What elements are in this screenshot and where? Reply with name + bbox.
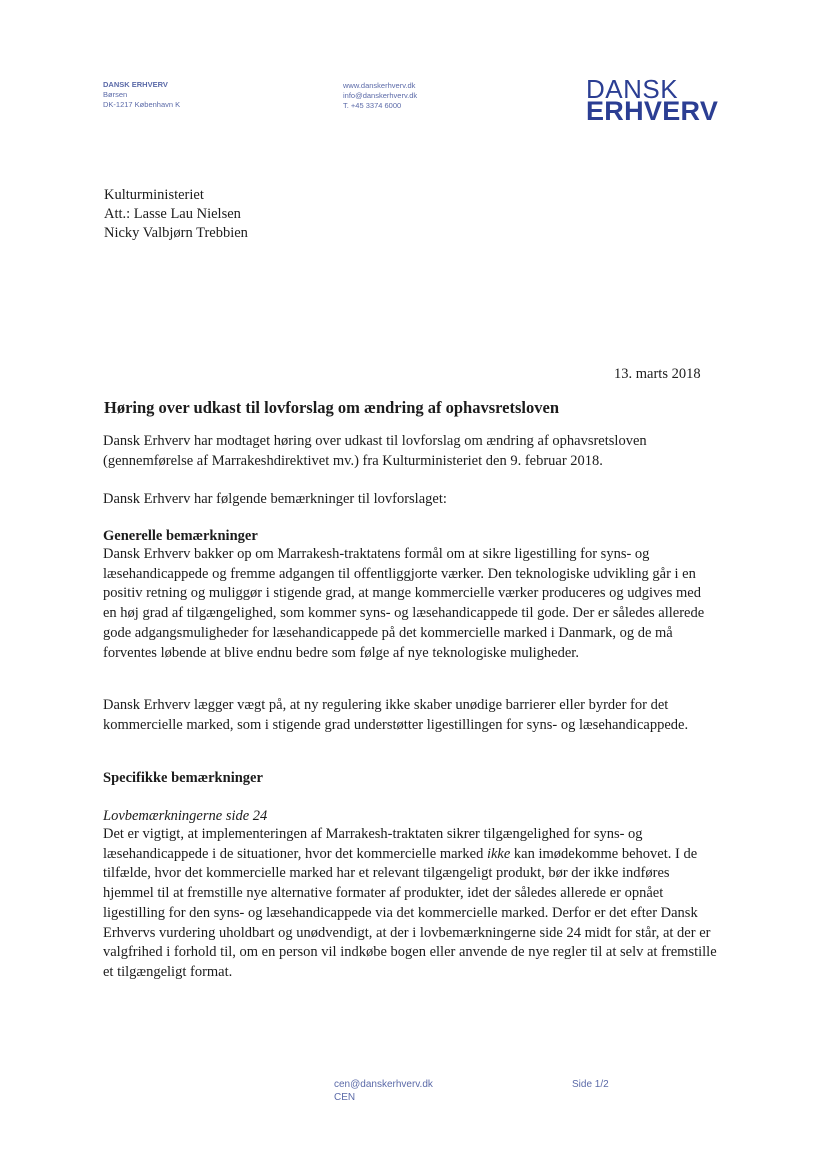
footer-contact (334, 1078, 433, 1104)
address-line-1: Børsen (103, 90, 128, 99)
specific-remarks-paragraph (103, 825, 718, 983)
general-remarks-paragraph-1: Dansk Erhverv bakker op om Marrakesh-traktatens formål om at sikre ligestilling for syns- og læsehandicappede og fremme adgangen til offentliggjorte værker. Den teknologiske udvikling går i en positiv retning og muliggør i stigende grad, at mange kommercielle værker produceres og udgives med en høj grad af tilgængelighed, som kommer syns- og læsehandicappede til gode. Der er således allerede gode adgangsmuligheder for læsehandicappede på det kommercielle marked i Danmark, og de må forventes løbende at blive endnu bedre som følge af nye teknologiske muligheder. (103, 546, 705, 661)
phone-number: T. +45 3374 6000 (343, 101, 402, 110)
email-link[interactable]: info@danskerhverv.dk (343, 91, 418, 100)
recipient-block (104, 186, 248, 243)
intro-paragraph-2: Dansk Erhverv har følgende bemærkninger til lovforslaget: (103, 491, 447, 507)
footer-initials: CEN (334, 1092, 356, 1103)
recipient-line-3: Nicky Valbjørn Trebbien (104, 225, 248, 241)
page-number: Side 1/2 (572, 1079, 609, 1090)
paragraph-text-part-1: Det er vigtigt, at implementeringen af Marrakesh-traktaten sikrer tilgængelighed for syns- og læsehandicappede i de situationer, hvor det kommercielle marked (103, 826, 643, 862)
dansk-erhverv-logo (586, 74, 719, 126)
recipient-line-2: Att.: Lasse Lau Nielsen (104, 206, 241, 222)
emphasized-word: ikke (486, 845, 511, 862)
general-remarks-paragraph-2: Dansk Erhverv lægger vægt på, at ny regulering ikke skaber unødige barrierer eller byrder for det kommercielle marked, som i stigende grad understøtter ligestillingen for syns- og læsehandicappede. (103, 697, 689, 733)
letter-date: 13. marts 2018 (614, 366, 701, 382)
recipient-line-1: Kulturministeriet (104, 187, 204, 203)
website-link[interactable]: www.danskerhverv.dk (343, 81, 416, 90)
specific-subheading: Lovbemærkningerne side 24 (103, 808, 268, 824)
general-remarks-heading: Generelle bemærkninger (103, 528, 258, 544)
footer-email-link[interactable]: cen@danskerhverv.dk (334, 1079, 433, 1090)
org-name: DANSK ERHVERV (103, 80, 168, 89)
letter-title: Høring over udkast til lovforslag om ændring af ophavsretsloven (104, 398, 559, 417)
sender-address (103, 80, 180, 110)
logo-line-2: ERHVERV (586, 96, 719, 126)
specific-remarks-heading: Specifikke bemærkninger (103, 770, 263, 786)
contact-info (343, 81, 417, 111)
address-line-2: DK-1217 København K (103, 100, 181, 109)
intro-paragraph: Dansk Erhverv har modtaget høring over udkast til lovforslag om ændring af ophavsretsloven (gennemførelse af Marrakeshdirektivet mv.) fra Kulturministeriet den 9. februar 2018. (103, 433, 647, 469)
paragraph-text-part-2: kan imødekomme behovet. I de tilfælde, hvor det kommercielle marked har et relevant tilgængeligt produkt, bør der ikke indføres hjemmel til at fremstille nye alternative formater af produkter, idet der således allerede er opnået ligestilling for den syns- og læsehandicappede via det kommercielle marked. Derfor er det efter Dansk Erhvervs vurdering uholdbart og unødvendigt, at der i lovbemærkningerne side 24 midt for står, at der er valgfrihed i forhold til, om en person vil indkøbe bogen eller anvende de nye regler til at selv at fremstille et tilgængeligt format. (103, 845, 717, 980)
logo-line-1: DANSK (586, 74, 679, 104)
